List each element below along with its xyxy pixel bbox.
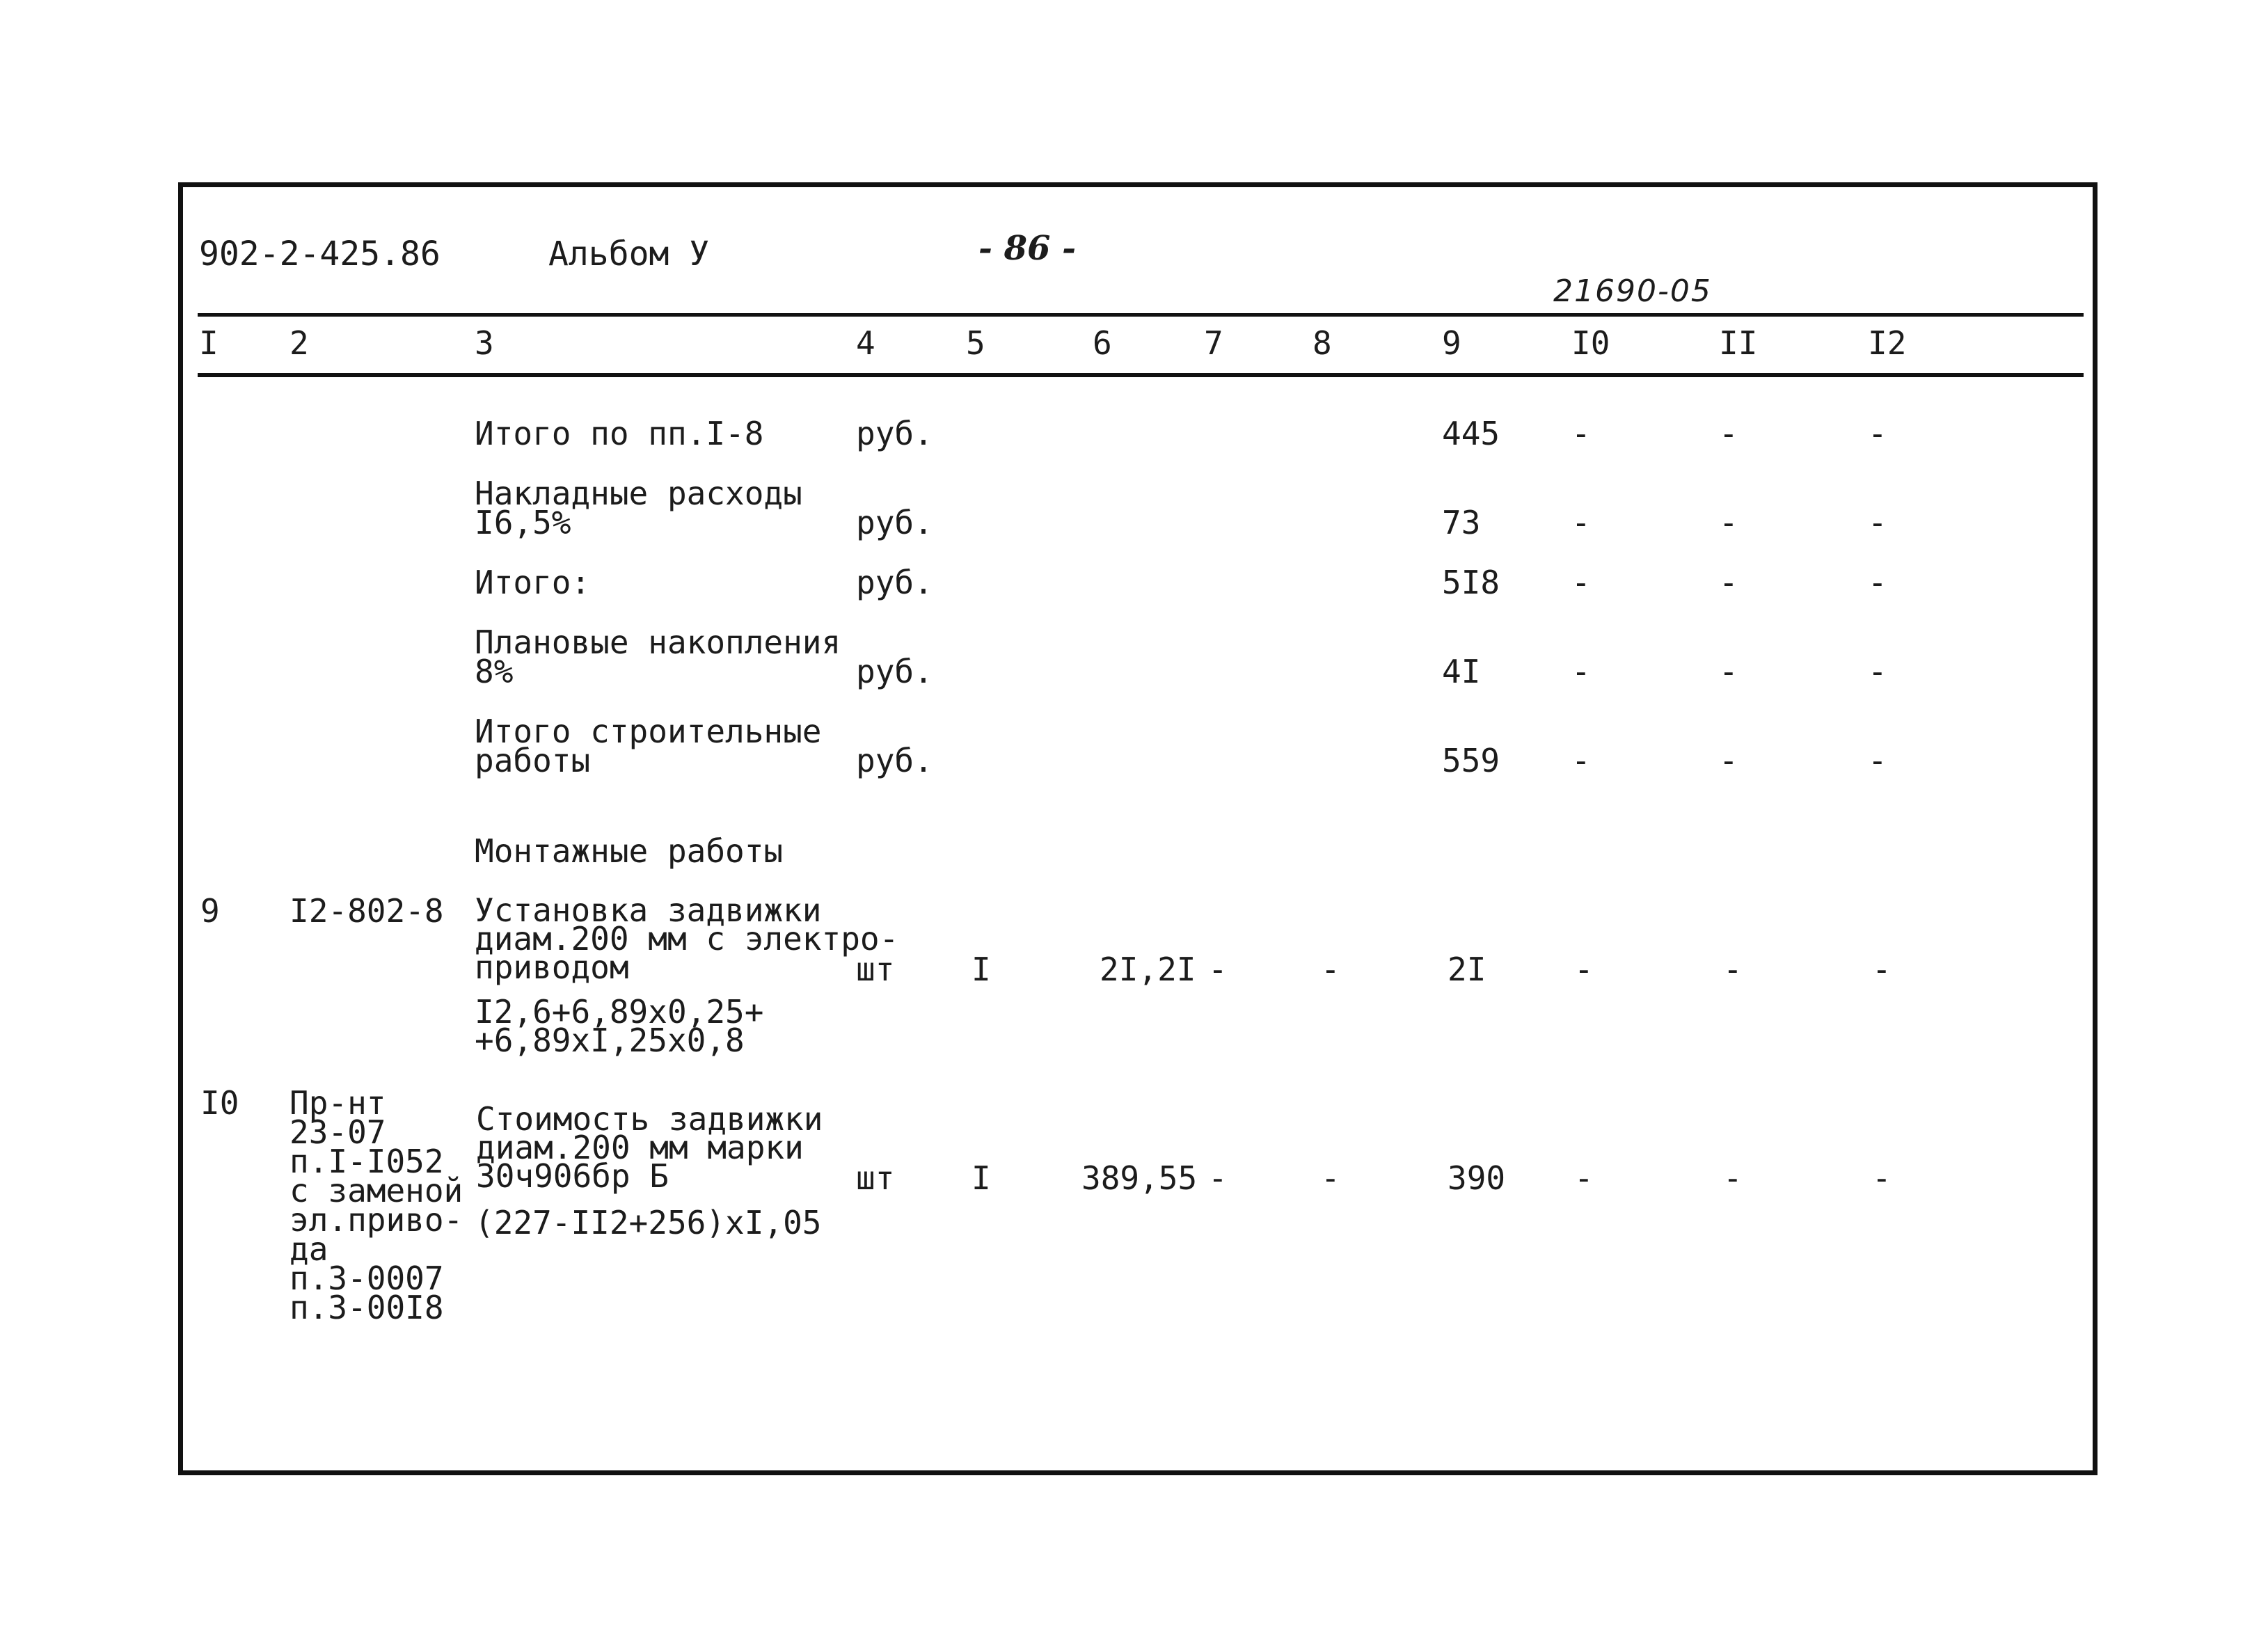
col-header: 6 bbox=[1093, 324, 1112, 362]
row-unit: руб. bbox=[856, 564, 933, 601]
row-col7: - bbox=[1208, 951, 1228, 988]
row-code: Пр-нт 23-07 п.I-I052 с заменой эл.приво- да п.3-0007 п.3-00I8 bbox=[290, 1084, 463, 1326]
col-header: II bbox=[1719, 324, 1758, 362]
row-description: Установка задвижки диам.200 мм с электро- приводом bbox=[475, 891, 899, 986]
row-calculation: (227-II2+256)xI,05 bbox=[475, 1204, 822, 1241]
row-col10: - bbox=[1571, 564, 1591, 601]
row-number: 9 bbox=[200, 892, 220, 930]
row-total: 73 bbox=[1442, 504, 1481, 541]
row-col7: - bbox=[1208, 1159, 1228, 1197]
col-header: 8 bbox=[1313, 324, 1332, 362]
row-col10: - bbox=[1571, 415, 1591, 452]
doc-code: 902-2-425.86 bbox=[199, 235, 441, 273]
col-header: 2 bbox=[290, 324, 309, 362]
row-description: Итого: bbox=[475, 564, 591, 601]
row-total: 2I bbox=[1448, 951, 1486, 988]
row-quantity: I bbox=[972, 1159, 991, 1197]
row-col11: - bbox=[1719, 504, 1738, 541]
row-total: 559 bbox=[1442, 742, 1500, 779]
album-title: Альбом У bbox=[548, 235, 710, 273]
row-total: 390 bbox=[1448, 1159, 1506, 1197]
row-col11: - bbox=[1723, 1159, 1743, 1197]
row-total: 445 bbox=[1442, 415, 1500, 452]
header-bottom-rule bbox=[198, 373, 2084, 377]
row-col10: - bbox=[1574, 1159, 1594, 1197]
row-description: Итого строительные работы bbox=[475, 713, 822, 779]
row-unit-price: 389,55 bbox=[1081, 1159, 1198, 1197]
col-header: 4 bbox=[856, 324, 875, 362]
row-col11: - bbox=[1719, 564, 1738, 601]
row-col8: - bbox=[1321, 951, 1340, 988]
row-code: I2-802-8 bbox=[290, 892, 444, 930]
page-number: - 86 - bbox=[978, 229, 1077, 268]
header-top-rule bbox=[198, 313, 2084, 317]
col-header: I bbox=[199, 324, 219, 362]
row-unit: руб. bbox=[856, 742, 933, 779]
row-col12: - bbox=[1868, 564, 1887, 601]
archive-stamp: 21690-05 bbox=[1553, 273, 1712, 309]
row-col12: - bbox=[1868, 653, 1887, 690]
col-header: 3 bbox=[475, 324, 494, 362]
row-description: Стоимость задвижки диам.200 мм марки 30ч906бр Б bbox=[476, 1100, 823, 1195]
row-description: Итого по пп.I-8 bbox=[475, 415, 764, 452]
row-col12: - bbox=[1868, 742, 1887, 779]
row-unit: шт bbox=[856, 1159, 895, 1197]
row-col12: - bbox=[1868, 504, 1887, 541]
row-unit: руб. bbox=[856, 653, 933, 690]
row-unit: шт bbox=[856, 951, 895, 988]
row-col11: - bbox=[1719, 653, 1738, 690]
row-col12: - bbox=[1868, 415, 1887, 452]
col-header: 9 bbox=[1442, 324, 1461, 362]
row-col8: - bbox=[1321, 1159, 1340, 1197]
section-heading: Монтажные работы bbox=[475, 832, 784, 870]
row-col12: - bbox=[1872, 951, 1892, 988]
row-description: Плановые накопления 8% bbox=[475, 624, 841, 690]
row-col10: - bbox=[1571, 742, 1591, 779]
row-unit-price: 2I,2I bbox=[1100, 951, 1196, 988]
row-calculation: I2,6+6,89x0,25+ +6,89xI,25x0,8 bbox=[475, 993, 764, 1059]
row-col12: - bbox=[1872, 1159, 1892, 1197]
row-col11: - bbox=[1723, 951, 1743, 988]
row-col11: - bbox=[1719, 742, 1738, 779]
row-unit: руб. bbox=[856, 504, 933, 541]
row-total: 5I8 bbox=[1442, 564, 1500, 601]
row-unit: руб. bbox=[856, 415, 933, 452]
row-total: 4I bbox=[1442, 653, 1481, 690]
col-header: 7 bbox=[1204, 324, 1223, 362]
row-col11: - bbox=[1719, 415, 1738, 452]
row-number: I0 bbox=[200, 1084, 239, 1122]
row-description: Накладные расходы I6,5% bbox=[475, 475, 802, 541]
row-col10: - bbox=[1571, 504, 1591, 541]
row-quantity: I bbox=[972, 951, 991, 988]
col-header: 5 bbox=[966, 324, 985, 362]
col-header: I2 bbox=[1868, 324, 1907, 362]
row-col10: - bbox=[1571, 653, 1591, 690]
row-col10: - bbox=[1574, 951, 1594, 988]
col-header: I0 bbox=[1571, 324, 1610, 362]
